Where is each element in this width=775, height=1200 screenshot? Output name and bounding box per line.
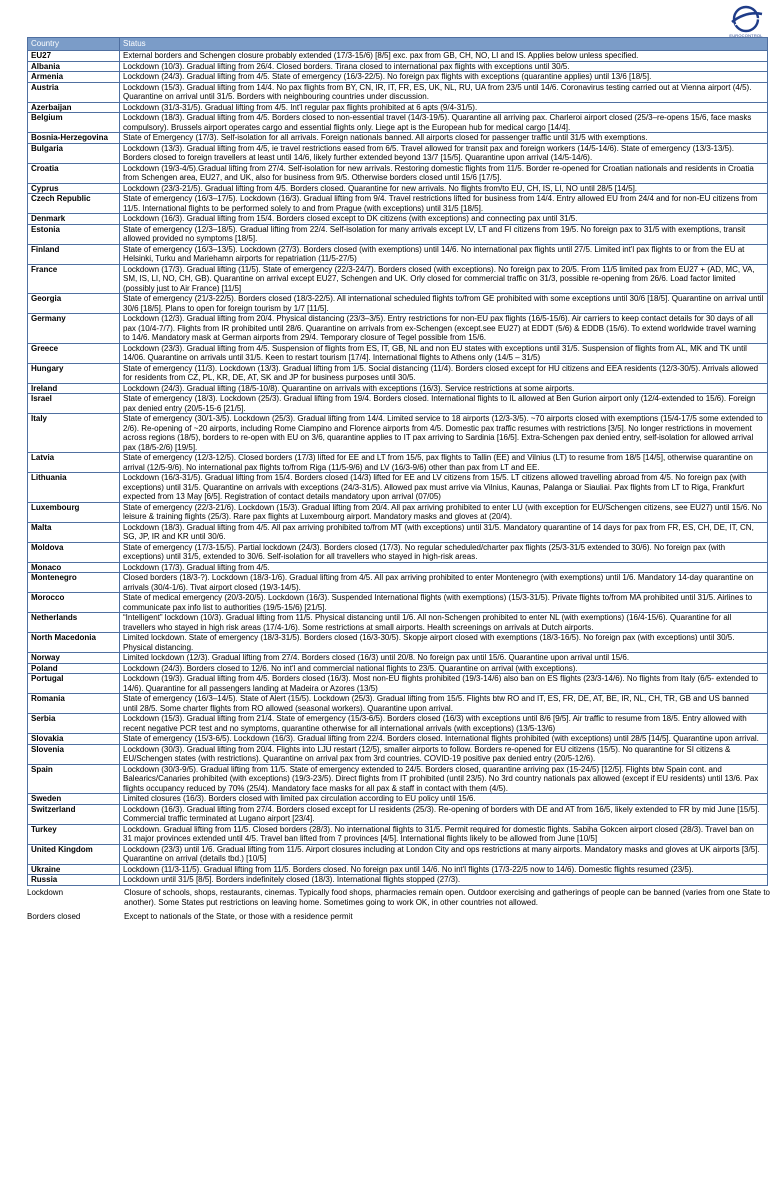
country-cell: Spain [28,764,120,794]
country-cell: Moldova [28,542,120,562]
status-cell: State of emergency (30/1-3/5). Lockdown (25/3). Gradual lifting from 14/4. Limited service to 18 airports (12/3-3/5). ~70 airports closed with exemptions (15/4-17/5 some extended to 2/6). Re-opening of ~20 airports, including Rome Ciampino and Florence airports from 4/5. Domestic pax traffic resumes with restrictions [3/5]. No longer restrictions in movement across regions (18/5), borders to re-open with EU on 3/6, quarantine applies to IT pax arriving to Sardinia [16/5]. Extra-Schengen pax denied entry, self-isolation for allowed arrival pax (18/5-2/6) [19/5]. [120,414,768,453]
table-row [28,694,768,714]
status-cell: Lockdown. Gradual lifting from 11/5. Closed borders (28/3). No international flights to 31/5. Permit required for domestic flights. Sabiha Gokcen airport closed (28/3). Travel ban on 31 major provinces extended until 4/5. Travel ban lifted from 7 provinces [4/5]. International flights likely to be allowed from June [10/5] [120,824,768,844]
table-row [28,864,768,875]
country-cell: Monaco [28,562,120,573]
status-cell: Lockdown (31/3-31/5). Gradual lifting from 4/5. Int'l regular pax flights prohibited at 6 apts (9/4-31/5). [120,102,768,113]
table-row [28,674,768,694]
header-status: Status [120,38,768,51]
status-cell: Lockdown (16/3). Gradual lifting from 27/4. Borders closed except for LI residents (25/3). Re-opening of borders with DE and AT from 16/5, likely extended to FR by mid June [15/5]. Commercial traffic terminated at Lugano airport [23/4]. [120,804,768,824]
legend-term: Borders closed [27,912,81,921]
country-cell: Lithuania [28,473,120,503]
eurocontrol-logo-icon [726,5,766,33]
table-header-row [28,38,768,51]
legend-definition: Closure of schools, shops, restaurants, cinemas. Typically food shops, pharmacies remain open. Outdoor exercising and gatherings of people can be banned (varies from one State to another). Some States put restrictions on leaving home. Sometimes going to work OK, in other countries not allowed. [124,888,770,907]
country-cell: Denmark [28,214,120,225]
country-cell: Portugal [28,674,120,694]
eurocontrol-logo [726,5,766,39]
status-cell: Closed borders (18/3-?). Lockdown (18/3-1/6). Gradual lifting from 4/5. All pax arriving prohibited to enter Montenegro (with exemptions) until 1/6. Mandatory 14-day quarantine on arrivals (30/4-1/6). Tivat airport closed (19/3-14/5). [120,573,768,593]
table-row [28,51,768,62]
status-cell: Lockdown (18/3). Gradual lifting from 4/5. Borders closed to non-essential travel (14/3-19/5). Quarantine all arriving pax. Charleroi airport closed (25/3–re-opens 15/6, face masks compulsory). Brussels airport operates cargo and essential flights only. Liege apt is the European hub for medical cargo [14/4]. [120,113,768,133]
country-cell: Greece [28,343,120,363]
country-cell: Estonia [28,224,120,244]
status-cell: Lockdown (24/3). Borders closed to 12/6. No int'l and commercial national flights to 23/5. Quarantine on arrival (with exceptions). [120,663,768,674]
country-cell: Israel [28,394,120,414]
table-row [28,394,768,414]
status-cell: Limited lockdown. State of emergency (18/3-31/5). Borders closed (16/3-30/5). Skopje airport closed with exemptions (18/3-16/5). No foreign pax (with exceptions) until 30/5. Physical distancing. [120,633,768,653]
legend-definition: Except to nationals of the State, or those with a residence permit [124,912,353,921]
status-cell: Lockdown (23/3-21/5). Gradual lifting from 4/5. Borders closed. Quarantine for new arrivals. No flights from/to EU, CH, IS, LI, NO until 28/5 [14/5]. [120,183,768,194]
status-cell: Lockdown (24/3). Gradual lifting from 4/5. State of emergency (16/3-22/5). No foreign pax flights with exceptions (quarantine applies) until 13/6 [18/5]. [120,72,768,83]
table-row [28,294,768,314]
country-cell: Serbia [28,714,120,734]
status-cell: Lockdown (16/3). Gradual lifting from 15/4. Borders closed except to DK citizens (with exceptions) and connecting pax until 31/5. [120,214,768,225]
table-row [28,163,768,183]
status-cell: State of emergency (16/3–17/5). Lockdown (16/3). Gradual lifting from 9/4. Travel restrictions lifted for business from 14/4. Entry allowed EU from 24/4 and for non-EU citizens from 11/5. International flights to be performed solely to and from Prague (with exceptions) until 31/5 [18/5]. [120,194,768,214]
country-cell: Austria [28,82,120,102]
status-cell: Limited lockdown (12/3). Gradual lifting from 27/4. Borders closed (16/3) until 20/8. No foreign pax until 15/6. Quarantine upon arrival until 15/6. [120,653,768,664]
status-cell: Lockdown (19/3-4/5).Gradual lifting from 27/4. Self-isolation for new arrivals. Restoring domestic flights from 11/5. Border re-opened for Croatian nationals and residents in Croatia from Schengen area, EU27, and UK, also for business from 9/5. Otherwise borders closed until 15/6 [17/5]. [120,163,768,183]
country-cell: Georgia [28,294,120,314]
table-row [28,593,768,613]
table-row [28,573,768,593]
country-cell: Bulgaria [28,143,120,163]
table-row [28,473,768,503]
table-row [28,61,768,72]
logo-text: EUROCONTROL [729,33,763,38]
country-cell: Latvia [28,453,120,473]
country-cell: Poland [28,663,120,674]
country-cell: Cyprus [28,183,120,194]
status-cell: State of Emergency (17/3). Self-isolation for all arrivals. Foreign nationals banned. All airports closed for passenger traffic until 31/5 with exemptions. [120,133,768,144]
country-cell: EU27 [28,51,120,62]
country-cell: Slovenia [28,744,120,764]
header-country: Country [28,38,120,51]
table-row [28,764,768,794]
country-cell: Slovakia [28,734,120,745]
status-cell: State of emergency (22/3-21/6). Lockdown (15/3). Gradual lifting from 20/4. All pax arriving prohibited to enter LU (with exception for EU/Schengen citizens, see EU27) until 15/6. No leisure & training flights (25/3). Rare pax flights at Luxembourg airport. Mandatory masks and gloves at (20/4). [120,502,768,522]
country-cell: Sweden [28,794,120,805]
country-cell: Croatia [28,163,120,183]
table-row [28,244,768,264]
status-cell: Lockdown (10/3). Gradual lifting from 26/4. Closed borders. Tirana closed to international pax flights with exceptions until 30/5. [120,61,768,72]
status-cell: Lockdown (23/3). Gradual lifting from 4/5. Suspension of flights from ES, IT, GB, NL and non EU states with exceptions until 31/5. Suspension of flights from AL, MK and TK until 14/06. Quarantine on arrivals until 31/5. Keen to restart tourism [17/4]. International flights to Athens only (14/5 – 31/5) [120,343,768,363]
status-cell: Lockdown (30/3). Gradual lifting from 20/4. Flights into LJU restart (12/5), smaller airports to follow. Borders re-opened for EU citizens (15/5). No quarantine for SI citizens & EU/Schengen states (with restrictions). Quarantine on arrival pax from 3rd countries. COVID-19 positive pax denied entry (20/5-12/6). [120,744,768,764]
country-cell: Romania [28,694,120,714]
table-row [28,502,768,522]
table-row [28,744,768,764]
status-cell: Lockdown (24/3). Gradual lifting (18/5-10/8). Quarantine on arrivals with exceptions (16/3). Service restrictions at some airports. [120,383,768,394]
country-cell: Italy [28,414,120,453]
status-cell: Lockdown (15/3). Gradual lifting from 21/4. State of emergency (15/3-6/5). Borders closed (16/3) with exceptions until 8/6 [9/5]. Air traffic to resume from 18/5. Entry allowed with recent negative PCR test and no symptoms, quarantine otherwise for all international arrivals (with exceptions) (13/5-13/6) [120,714,768,734]
country-cell: North Macedonia [28,633,120,653]
table-row [28,562,768,573]
table-row [28,714,768,734]
legend-borders-closed [27,912,767,924]
status-cell: Lockdown (12/3). Gradual lifting from 20/4. Physical distancing (23/3–3/5). Entry restrictions for non-EU pax flights (16/5-15/6). Air carriers to keep contact details for 30 days of all pax (10/4-7/7). Flights from IR prohibited until 28/6. Quarantine on arrivals from ex-Schengen (except.see EU27) at EDDT (5/6) & EDDB (15/6). To extend worldwide travel warning to 14/6. Mandatory mask at German airports from 29/4. Temporary closure of Tegel possible from 15/6. [120,314,768,344]
table-row [28,734,768,745]
status-cell: State of emergency (12/3–18/5). Gradual lifting from 22/4. Self-isolation for many arrivals except LV, LT and FI citizens from 19/5. No foreign pax to 31/5 with exemptions, transit allowed provided no symptoms [18/5]. [120,224,768,244]
status-cell: State of emergency (15/3-6/5). Lockdown (16/3). Gradual lifting from 22/4. Borders closed. International flights prohibited (with exceptions) until 28/5 [14/5]. Quarantine upon arrival. [120,734,768,745]
status-cell: Lockdown (16/3-31/5). Gradual lifting from 15/4. Borders closed (14/3) lifted for EE and LV citizens from 15/5. LT citizens allowed travelling abroad from 4/5. No foreign pax (with exceptions) until 31/5. Quarantine on arrivals with exceptions (24/3-31/5). Allowed pax must arrive via Vilnius, Kaunas, Palanga or Siauliai. Pax flights from LT to Riga, Frankfurt expected from 13 May [6/5]. Registration of contact details mandatory upon arrival (07/05) [120,473,768,503]
table-row [28,82,768,102]
status-cell: Limited closures (16/3). Borders closed with limited pax circulation according to EU policy until 15/6. [120,794,768,805]
country-cell: Azerbaijan [28,102,120,113]
status-cell: State of emergency (18/3). Lockdown (25/3). Gradual lifting from 19/4. Borders closed. International flights to IL allowed at Ben Gurion airport only (12/4-extended to 15/6). Foreign pax denied entry (20/5-15-6 [21/5]. [120,394,768,414]
country-cell: Montenegro [28,573,120,593]
country-cell: France [28,264,120,294]
table-row [28,875,768,886]
status-cell: State of emergency (17/3-15/5). Partial lockdown (24/3). Borders closed (17/3). No regular scheduled/charter pax flights (25/3-31/5 extended to 30/6). No foreign pax (with exceptions) until 31/5, extended to 30/6. Self-isolation for all travellers who stayed in high-risk areas. [120,542,768,562]
table-row [28,414,768,453]
country-cell: Ukraine [28,864,120,875]
status-cell: Lockdown (23/3) until 1/6. Gradual lifting from 11/5. Airport closures including at London City and ops restrictions at many airports. Mandatory masks and gloves at UK airports [3/5]. Quarantine on arrival (details tbd.) [10/5] [120,844,768,864]
status-cell: Lockdown (13/3). Gradual lifting from 4/5, ie travel restrictions eased from 6/5. Travel allowed for transit pax and foreign workers (14/5-14/6). State of emergency (13/3-13/5). Borders closed to foreign travellers at least until 14/6, likely further extended beyond 13/7 [15/5]. Quarantine upon arrival (14/5-14/6). [120,143,768,163]
table-row [28,133,768,144]
table-row [28,794,768,805]
table-row [28,522,768,542]
table-row [28,663,768,674]
country-status-table [27,37,768,886]
table-row [28,804,768,824]
status-cell: State of emergency (16/3–13/5). Lockdown (27/3). Borders closed (with exemptions) until 14/6. No international pax flights until 27/5. Limited int'l pax flights to or from the EU at Helsinki, Turku and Mariehamn airports for repatriation (11/5-27/5) [120,244,768,264]
table-row [28,542,768,562]
table-row [28,264,768,294]
status-cell: Lockdown (11/3-11/5). Gradual lifting from 11/5. Borders closed. No foreign pax until 14/6. No int'l flights (17/3-22/5 now to 14/6). Domestic flights resumed (23/5). [120,864,768,875]
status-cell: State of medical emergency (20/3-20/5). Lockdown (16/3). Suspended International flights (with exemptions) (15/3-31/5). Private flights to/from MA prohibited until 31/5. Airlines to communicate pax info list to authorities (19/5-15/6) [21/5]. [120,593,768,613]
country-cell: Czech Republic [28,194,120,214]
status-cell: Lockdown (18/3). Gradual lifting from 4/5. All pax arriving prohibited to/from MT (with exceptions) until 31/5. Mandatory quarantine of 14 days for pax from FR, ES, CH, DE, IT, CN, SG, JP, IR and KR until 30/6. [120,522,768,542]
country-cell: Morocco [28,593,120,613]
country-cell: Ireland [28,383,120,394]
table-row [28,113,768,133]
status-cell: Lockdown (30/3-9/5). Gradual lifting from 11/5. State of emergency extended to 24/5. Borders closed, quarantine arriving pax (15-24/5) [12/5]. Flights btw Spain cont. and Balearics/Canaries prohibited (with exceptions) (19/3-23/5). Direct flights from IT prohibited (until 23/5). No 3rd country nationals pax allowed (except if EU residents) until 13/6. Pax flights occupancy reduced by 70% (25/4). Mandatory face masks for all pax & staff in contact with them (4/5). [120,764,768,794]
table-row [28,214,768,225]
table-row [28,633,768,653]
country-cell: Malta [28,522,120,542]
country-cell: Turkey [28,824,120,844]
country-cell: Hungary [28,363,120,383]
table-row [28,143,768,163]
table-row [28,183,768,194]
table-row [28,102,768,113]
table-row [28,613,768,633]
status-cell: Lockdown (15/3). Gradual lifting from 14/4. No pax flights from BY, CN, IR, IT, FR, ES, UK, NL, RU, UA from 23/5 until 14/6. Coronavirus testing carried out at Vienna airport (4/5). Quarantine on arrival until 31/5. Borders with neighbouring countries under discussion. [120,82,768,102]
country-cell: United Kingdom [28,844,120,864]
status-cell: “Intelligent” lockdown (10/3). Gradual lifting from 11/5. Physical distancing until 1/6. All non-Schengen prohibited to enter NL (with exemptions) (16/4-15/6). Quarantine for all travellers who stayed in high risk areas (17/4-1/6). Some restrictions at small airports. Health screenings on arrivals at Dutch airports. [120,613,768,633]
table-row [28,653,768,664]
legend-lockdown [27,888,770,910]
table-row [28,224,768,244]
table-row [28,72,768,83]
status-cell: State of emergency (12/3-12/5). Closed borders (17/3) lifted for EE and LT from 15/5, pax flights to Tallin (EE) and Vilnius (LT) to resume from 18/5 [14/5], otherwise quarantine on arrival (12/5-9/6). No international pax flights to/from Riga (11/5-9/6) and LV (16/3-9/6) other than pax from LT and EE. [120,453,768,473]
status-cell: Lockdown (17/3). Gradual lifting from 4/5. [120,562,768,573]
status-cell: State of emergency (21/3-22/5). Borders closed (18/3-22/5). All international scheduled flights to/from GE prohibited with some exceptions until 30/6 [18/5]. Quarantine on arrival until 30/6 [18/5]. Plans to open for foreign tourism by 1/7 [11/5]. [120,294,768,314]
country-cell: Switzerland [28,804,120,824]
country-cell: Belgium [28,113,120,133]
country-cell: Russia [28,875,120,886]
country-status-table-wrap [27,37,767,886]
country-cell: Armenia [28,72,120,83]
country-cell: Norway [28,653,120,664]
country-cell: Germany [28,314,120,344]
country-cell: Bosnia-Herzegovina [28,133,120,144]
country-cell: Luxembourg [28,502,120,522]
status-cell: State of emergency (11/3). Lockdown (13/3). Gradual lifting from 1/5. Social distancing (11/4). Borders closed except for HU citizens and EEA residents (12/3-30/5). Arrivals allowed for residents from CZ, PL, KR, DE, AT, SK and JP for business purposes until 30/5. [120,363,768,383]
country-cell: Finland [28,244,120,264]
table-row [28,844,768,864]
table-row [28,824,768,844]
table-row [28,194,768,214]
status-cell: External borders and Schengen closure probably extended (17/3-15/6) [8/5] exc. pax from GB, CH, NO, LI and IS. Applies below unless specified. [120,51,768,62]
table-row [28,343,768,363]
table-row [28,363,768,383]
status-cell: Lockdown (19/3). Gradual lifting from 4/5. Borders closed (16/3). Most non-EU flights prohibited (19/3-14/6) also ban on ES flights (23/3-14/6). No flights from Italy (6/5- extended to 14/6). Quarantine for all passengers landing at Madeira or Azores (13/5) [120,674,768,694]
table-row [28,383,768,394]
country-cell: Netherlands [28,613,120,633]
legend-term: Lockdown [27,888,64,897]
table-row [28,453,768,473]
table-row [28,314,768,344]
status-cell: State of emergency (16/3–14/5). State of Alert (15/5). Lockdown (25/3). Gradual lifting from 15/5. Flights btw RO and IT, ES, FR, DE, AT, BE, IR, NL, CH, TR, GB and US banned until 28/5. Some charter flights from RO allowed (seasonal workers). Quarantine upon arrival. [120,694,768,714]
status-cell: Lockdown until 31/5 [8/5]. Borders indefinitely closed (18/3). International flights stopped (27/3). [120,875,768,886]
country-cell: Albania [28,61,120,72]
table-body [28,51,768,886]
status-cell: Lockdown (17/3). Gradual lifting (11/5). State of emergency (22/3-24/7). Borders closed (with exceptions). No foreign pax to 20/5. From 11/5 limited pax from EU27 + (AD, MC, VA, SM, IS, LI, NO, CH, GB). Quarantine on arrival except EU27, Schengen and UK. Orly closed for commercial traffic on 31/3, possible re-opening from 26/6. Load factor limited (possibly just to Air France) [11/5] [120,264,768,294]
